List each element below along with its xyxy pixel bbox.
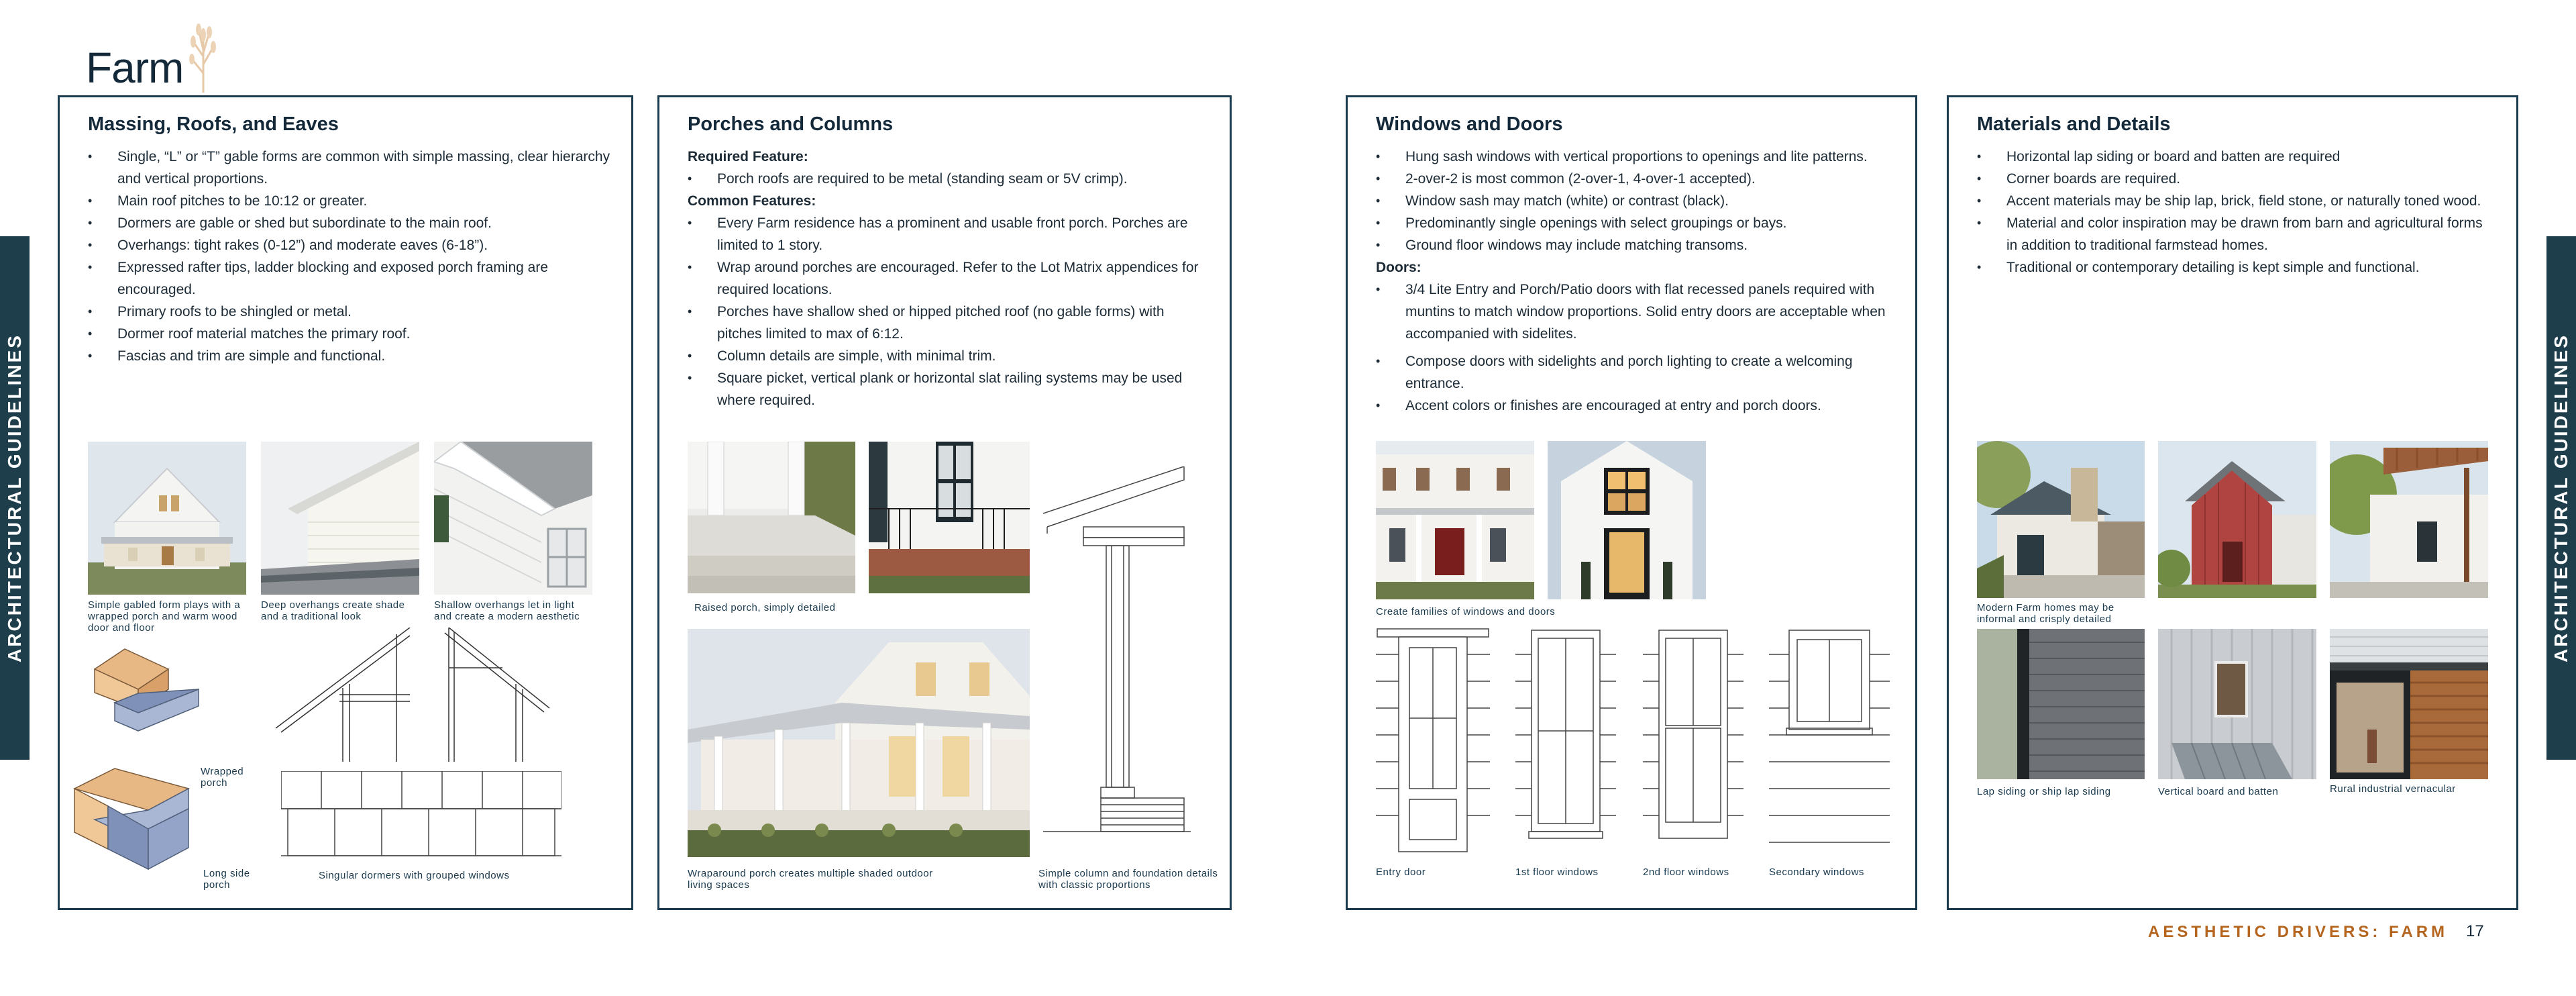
- windows-title: Windows and Doors: [1376, 113, 1563, 135]
- bullet: • 3/4 Lite Entry and Porch/Patio doors with flat recessed panels required with muntins to match window proportions. Solid entry doors are acceptable when accompanied with sidelites.: [1376, 279, 1895, 345]
- diagram-entry-door: [1376, 628, 1490, 856]
- page-title: Farm: [86, 44, 184, 92]
- bullet: • Square picket, vertical plank or horizontal slat railing systems may be used where required.: [688, 367, 1210, 411]
- caption-dormers: Singular dormers with grouped windows: [319, 870, 510, 881]
- bullet: • Horizontal lap siding or board and batten are required: [1977, 146, 2496, 168]
- caption-first: 1st floor windows: [1515, 866, 1599, 878]
- bullet: • Porches have shallow shed or hipped pitched roof (no gable forms) with pitches limited to max of 6:12.: [688, 301, 1210, 345]
- photo-modern-farm: [1977, 441, 2145, 598]
- bullet: • Compose doors with sidelights and porch lighting to create a welcoming entrance.: [1376, 350, 1895, 395]
- diagram-deep-overhang-section: [269, 628, 417, 762]
- side-tab-label: ARCHITECTURAL GUIDELINES: [2551, 334, 2571, 662]
- doors-label: Doors:: [1376, 260, 1421, 275]
- porches-title: Porches and Columns: [688, 113, 894, 135]
- bullet: • Porch roofs are required to be metal (standing seam or 5V crimp).: [688, 168, 1210, 190]
- photo-shallow-overhangs: [434, 442, 592, 595]
- diagram-column-section: [1043, 466, 1191, 842]
- caption-longside: Long side porch: [203, 868, 250, 891]
- diagram-long-side-porch: [68, 762, 195, 873]
- massing-bullets: [88, 146, 611, 367]
- caption-raised: Raised porch, simply detailed: [694, 602, 836, 613]
- photo-black-window-gable: [1548, 441, 1706, 599]
- caption-entry: Entry door: [1376, 866, 1426, 878]
- photo-board-and-batten: [2158, 629, 2316, 779]
- bullet: • Expressed rafter tips, ladder blocking and exposed porch framing are encouraged.: [88, 256, 611, 301]
- common-label: Common Features:: [688, 193, 816, 209]
- bullet: • Wrap around porches are encouraged. Refer to the Lot Matrix appendices for required locations.: [688, 256, 1210, 301]
- photo-gabled-farmhouse: [88, 442, 246, 595]
- side-tab-label: ARCHITECTURAL GUIDELINES: [4, 334, 25, 662]
- bullet: • Overhangs: tight rakes (0-12”) and moderate eaves (6-18”).: [88, 234, 611, 256]
- massing-panel: [58, 95, 633, 910]
- bullet: • Main roof pitches to be 10:12 or greater.: [88, 190, 611, 212]
- bullet: • Primary roofs to be shingled or metal.: [88, 301, 611, 323]
- photo-raised-porch-steps: [688, 442, 855, 593]
- bullet: • Hung sash windows with vertical proportions to openings and lite patterns.: [1376, 146, 1895, 168]
- caption-photo3: Shallow overhangs let in light and create a modern aesthetic: [434, 599, 580, 622]
- diagram-dormers-elevation: [281, 771, 561, 865]
- porches-panel: [657, 95, 1232, 910]
- bullet: • Traditional or contemporary detailing is kept simple and functional.: [1977, 256, 2496, 279]
- windows-bullets: [1376, 146, 1895, 417]
- caption-second: 2nd floor windows: [1643, 866, 1729, 878]
- massing-title: Massing, Roofs, and Eaves: [88, 113, 339, 135]
- side-tab-right: [2546, 236, 2576, 760]
- footer-section-label: AESTHETIC DRIVERS: FARM: [2148, 923, 2449, 941]
- materials-bullets: [1977, 146, 2496, 279]
- caption-secondary: Secondary windows: [1769, 866, 1864, 878]
- bullet: • Material and color inspiration may be drawn from barn and agricultural forms in addition to traditional farmstead homes.: [1977, 212, 2496, 256]
- diagram-secondary-window: [1769, 628, 1890, 856]
- bullet: • Corner boards are required.: [1977, 168, 2496, 190]
- caption-board: Vertical board and batten: [2158, 786, 2279, 797]
- bullet: • Predominantly single openings with select groupings or bays.: [1376, 212, 1895, 234]
- diagram-wrapped-porch: [88, 642, 202, 743]
- windows-panel: [1346, 95, 1917, 910]
- wheat-icon: [180, 23, 227, 93]
- materials-panel: [1947, 95, 2518, 910]
- caption-wrapped: Wrapped porch: [201, 766, 244, 789]
- bullet: • Ground floor windows may include matching transoms.: [1376, 234, 1895, 256]
- photo-porch-railing: [869, 442, 1030, 593]
- caption-rural: Rural industrial vernacular: [2330, 783, 2456, 795]
- caption-photo1: Simple gabled form plays with a wrapped porch and warm wood door and floor: [88, 599, 241, 634]
- porches-bullets: [688, 146, 1210, 411]
- materials-title: Materials and Details: [1977, 113, 2171, 135]
- photo-lap-siding: [1977, 629, 2145, 779]
- caption-photo2: Deep overhangs create shade and a traditional look: [261, 599, 405, 622]
- bullet: • Column details are simple, with minimal trim.: [688, 345, 1210, 367]
- photo-wraparound-porch: [688, 629, 1030, 857]
- photo-rural-pergola: [2330, 441, 2488, 598]
- side-tab-left: [0, 236, 30, 760]
- photo-farmhouse-entry: [1376, 441, 1534, 599]
- caption-column: Simple column and foundation details with classic proportions: [1038, 868, 1218, 891]
- caption-families: Create families of windows and doors: [1376, 606, 1556, 617]
- caption-lap: Lap siding or ship lap siding: [1977, 786, 2111, 797]
- caption-modern: Modern Farm homes may be informal and crisply detailed: [1977, 602, 2114, 625]
- bullet: • 2-over-2 is most common (2-over-1, 4-over-1 accepted).: [1376, 168, 1895, 190]
- diagram-first-floor-window: [1515, 628, 1616, 856]
- bullet: • Single, “L” or “T” gable forms are common with simple massing, clear hierarchy and vertical proportions.: [88, 146, 611, 190]
- photo-rural-industrial: [2330, 629, 2488, 779]
- photo-red-barn-house: [2158, 441, 2316, 598]
- page-number: 17: [2466, 922, 2484, 940]
- caption-wraparound: Wraparound porch creates multiple shaded outdoor living spaces: [688, 868, 933, 891]
- diagram-second-floor-window: [1643, 628, 1743, 856]
- bullet: • Accent materials may be ship lap, brick, field stone, or naturally toned wood.: [1977, 190, 2496, 212]
- bullet: • Window sash may match (white) or contrast (black).: [1376, 190, 1895, 212]
- bullet: • Every Farm residence has a prominent and usable front porch. Porches are limited to 1 story.: [688, 212, 1210, 256]
- diagram-shallow-overhang-section: [435, 628, 556, 762]
- bullet: • Accent colors or finishes are encouraged at entry and porch doors.: [1376, 395, 1895, 417]
- photo-deep-overhangs: [261, 442, 419, 595]
- bullet: • Dormer roof material matches the primary roof.: [88, 323, 611, 345]
- bullet: • Dormers are gable or shed but subordinate to the main roof.: [88, 212, 611, 234]
- bullet: • Fascias and trim are simple and functional.: [88, 345, 611, 367]
- required-label: Required Feature:: [688, 149, 808, 164]
